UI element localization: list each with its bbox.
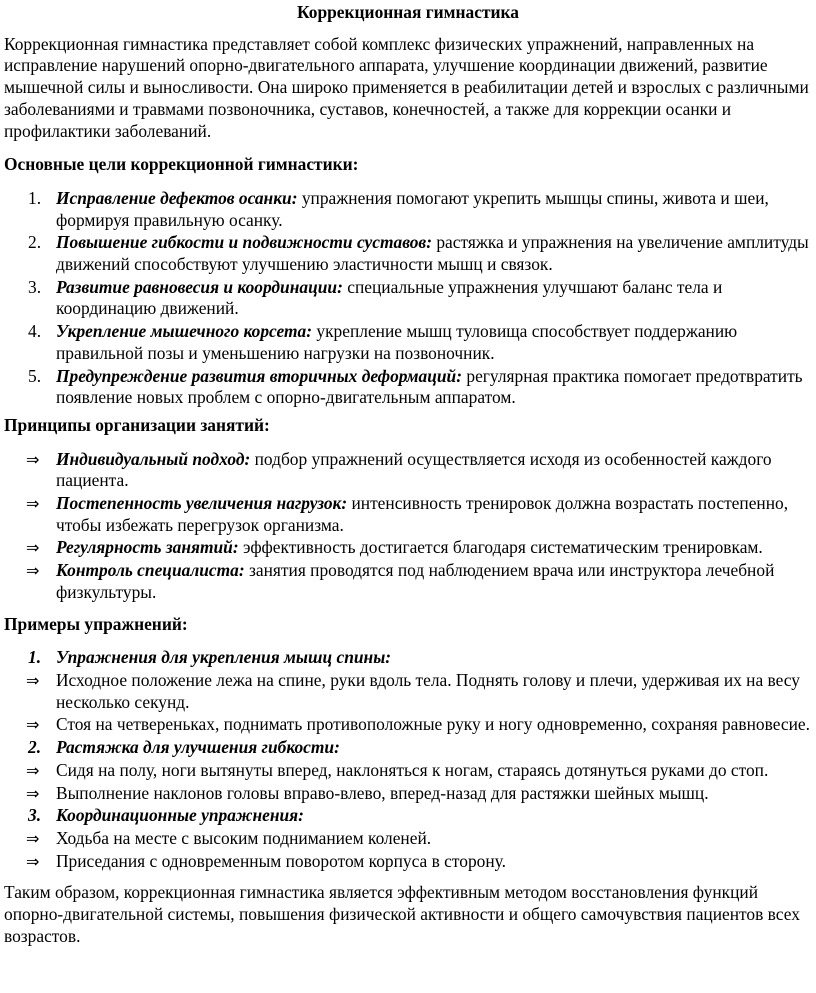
goal-number: 3. xyxy=(28,276,42,297)
exercise-group-number: 1. xyxy=(28,647,42,668)
arrow-right-icon: ⇒ xyxy=(26,538,40,558)
exercise-items xyxy=(4,828,812,872)
goal-item xyxy=(4,277,812,320)
goal-term: Предупреждение развития вторичных деформаций: xyxy=(56,365,463,386)
goal-number: 2. xyxy=(28,232,42,253)
examples-list xyxy=(4,647,812,669)
exercise-group-title xyxy=(4,647,812,669)
goal-item xyxy=(4,366,812,409)
principle-item xyxy=(4,537,812,559)
exercise-item xyxy=(4,670,812,713)
exercise-group-number: 3. xyxy=(28,805,42,826)
arrow-right-icon: ⇒ xyxy=(26,561,40,581)
principle-item xyxy=(4,493,812,536)
principle-text: занятия проводятся под наблюдением врача или инструктора лечебной физкультуры. xyxy=(56,560,775,602)
goal-text: регулярная практика помогает предотвратить появление новых проблем с опорно-двигательным аппаратом. xyxy=(56,365,803,408)
exercise-items xyxy=(4,670,812,736)
examples-list xyxy=(4,737,812,759)
arrow-right-icon: ⇒ xyxy=(26,494,40,514)
goal-item xyxy=(4,232,812,275)
goal-text: растяжка и упражнения на увеличение амплитуды движений способствуют улучшению эластичности мышц и связок. xyxy=(56,232,809,275)
exercise-group-title xyxy=(4,805,812,827)
principle-term: Постепенность увеличения нагрузок: xyxy=(56,493,348,514)
goal-text: специальные упражнения улучшают баланс тела и координацию движений. xyxy=(56,276,723,319)
principles-list xyxy=(4,449,812,604)
goal-item xyxy=(4,188,812,231)
exercise-text: Ходьба на месте с высоким подниманием коленей. xyxy=(56,827,432,848)
goal-item xyxy=(4,321,812,364)
exercise-item xyxy=(4,714,812,736)
principle-text: подбор упражнений осуществляется исходя из особенностей каждого пациента. xyxy=(56,448,772,491)
principles-heading: Принципы организации занятий: xyxy=(4,414,270,435)
principle-item xyxy=(4,449,812,492)
exercise-group-label: Координационные упражнения: xyxy=(56,805,304,826)
exercise-item xyxy=(4,851,812,873)
arrow-right-icon: ⇒ xyxy=(26,449,40,469)
exercise-group-label: Упражнения для укрепления мышц спины: xyxy=(56,647,392,668)
exercise-items xyxy=(4,760,812,804)
principle-text: эффективность достигается благодаря систематическим тренировкам. xyxy=(238,537,763,558)
arrow-right-icon: ⇒ xyxy=(26,715,40,735)
arrow-right-icon: ⇒ xyxy=(26,670,40,690)
arrow-right-icon: ⇒ xyxy=(26,783,40,803)
exercise-group-title xyxy=(4,737,812,759)
exercise-item xyxy=(4,760,812,782)
goals-heading: Основные цели коррекционной гимнастики: xyxy=(4,154,359,175)
exercise-text: Стоя на четвереньках, поднимать противоположные руку и ногу одновременно, сохраняя равновесие. xyxy=(56,714,810,735)
principle-term: Индивидуальный подход: xyxy=(56,448,251,469)
exercise-text: Выполнение наклонов головы вправо-влево, вперед-назад для растяжки шейных мышц. xyxy=(56,782,709,803)
exercise-text: Сидя на полу, ноги вытянуты вперед, наклоняться к ногам, стараясь дотянуться руками до стоп. xyxy=(56,759,769,780)
examples-list xyxy=(4,805,812,827)
exercise-item xyxy=(4,828,812,850)
exercise-text: Приседания с одновременным поворотом корпуса в сторону. xyxy=(56,850,506,871)
goal-term: Исправление дефектов осанки: xyxy=(56,187,298,208)
arrow-right-icon: ⇒ xyxy=(26,760,40,780)
goal-term: Укрепление мышечного корсета: xyxy=(56,321,313,342)
principle-term: Регулярность занятий: xyxy=(56,537,239,558)
goal-number: 1. xyxy=(28,187,42,208)
goal-number: 4. xyxy=(28,321,42,342)
goal-text: укрепление мышц туловища способствует поддержанию правильной позы и уменьшению нагрузки на позвоночник. xyxy=(56,321,738,363)
arrow-right-icon: ⇒ xyxy=(26,851,40,871)
page-title: Коррекционная гимнастика xyxy=(297,2,519,22)
principle-item xyxy=(4,560,812,603)
examples-heading: Примеры упражнений: xyxy=(4,613,188,634)
principle-term: Контроль специалиста: xyxy=(56,560,245,581)
outro-paragraph: Таким образом, коррекционная гимнастика является эффективным методом восстановления функций опорно-двигательной системы, повышения физической активности и общего самочувствия пациентов всех возрастов. xyxy=(4,882,800,946)
intro-paragraph: Коррекционная гимнастика представляет собой комплекс физических упражнений, направленных на исправление нарушений опорно-двигательного аппарата, улучшение координации движений, развитие мышечной силы и выносливости. Она широко применяется в реабилитации детей и взрослых с различными заболеваниями и травмами позвоночника, суставов, конечностей, а также для коррекции осанки и профилактики заболеваний. xyxy=(4,33,809,141)
exercise-item xyxy=(4,783,812,805)
exercise-text: Исходное положение лежа на спине, руки вдоль тела. Поднять голову и плечи, удерживая их на весу несколько секунд. xyxy=(56,669,800,712)
exercise-group-number: 2. xyxy=(28,737,42,758)
goal-term: Развитие равновесия и координации: xyxy=(56,276,343,297)
principle-text: интенсивность тренировок должна возрастать постепенно, чтобы избежать перегрузок организма. xyxy=(56,493,789,535)
goals-list xyxy=(4,188,812,409)
goal-number: 5. xyxy=(28,365,42,386)
arrow-right-icon: ⇒ xyxy=(26,828,40,848)
goal-term: Повышение гибкости и подвижности суставов: xyxy=(56,232,432,253)
exercise-group-label: Растяжка для улучшения гибкости: xyxy=(56,737,340,758)
goal-text: упражнения помогают укрепить мышцы спины, живота и шеи, формируя правильную осанку. xyxy=(56,187,769,230)
